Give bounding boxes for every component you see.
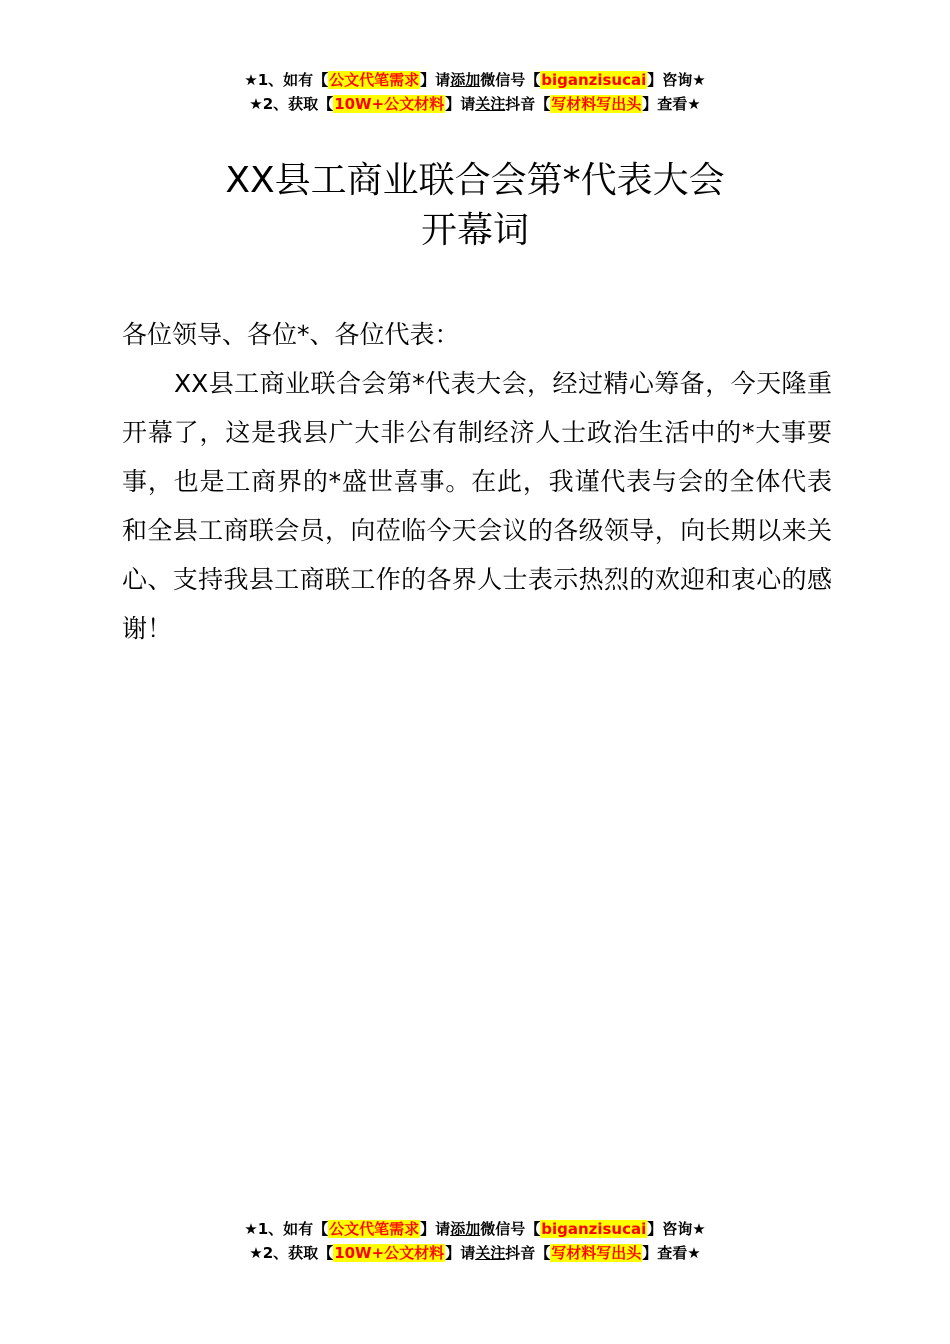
banner-underlined-text: 添加	[450, 1220, 481, 1238]
banner-underlined-text: 添加	[450, 71, 481, 89]
title-line-2: 开幕词	[420, 210, 529, 251]
banner-text: ★2、获取【	[249, 1244, 334, 1262]
banner-line-2	[0, 1241, 950, 1265]
banner-text: ★2、获取【	[249, 95, 334, 113]
banner-text: 】咨询★	[647, 71, 706, 89]
document-body	[122, 310, 832, 653]
banner-highlight: 公文代笔需求	[329, 1220, 420, 1238]
banner-wechat-id: biganzisucai	[541, 1220, 647, 1238]
banner-wechat-id: biganzisucai	[541, 71, 647, 89]
banner-text: ★1、如有【	[244, 1220, 329, 1238]
salutation: 各位领导、各位*、各位代表：	[122, 320, 460, 349]
banner-underlined-text: 关注	[475, 1244, 506, 1262]
footer-banner	[0, 1217, 950, 1265]
banner-douyin-id: 写材料写出头	[551, 95, 642, 113]
banner-text: 抖音【	[505, 95, 551, 113]
document-title	[0, 156, 950, 256]
title-line-1: XX县工商业联合会第*代表大会	[225, 160, 725, 201]
banner-text: 】查看★	[642, 95, 701, 113]
banner-line-1	[0, 68, 950, 92]
body-paragraph: XX县工商业联合会第*代表大会，经过精心筹备，今天隆重开幕了，这是我县广大非公有制经济人士政治生活中的*大事要事，也是工商界的*盛世喜事。在此，我谨代表与会的全体代表和全县工商联会员，向莅临今天会议的各级领导，向长期以来关心、支持我县工商联工作的各界人士表示热烈的欢迎和衷心的感谢！	[122, 369, 832, 643]
banner-text: 】请	[445, 95, 476, 113]
banner-text: 抖音【	[505, 1244, 551, 1262]
banner-line-1	[0, 1217, 950, 1241]
banner-text: 微信号【	[480, 71, 541, 89]
banner-text: 】查看★	[642, 1244, 701, 1262]
banner-line-2	[0, 92, 950, 116]
banner-text: 】咨询★	[647, 1220, 706, 1238]
banner-text: 】请	[420, 71, 451, 89]
banner-text: 微信号【	[480, 1220, 541, 1238]
banner-underlined-text: 关注	[475, 95, 506, 113]
banner-highlight: 公文代笔需求	[329, 71, 420, 89]
header-banner	[0, 68, 950, 116]
banner-highlight: 10W+公文材料	[334, 1244, 445, 1262]
banner-text: ★1、如有【	[244, 71, 329, 89]
banner-text: 】请	[445, 1244, 476, 1262]
banner-douyin-id: 写材料写出头	[551, 1244, 642, 1262]
banner-text: 】请	[420, 1220, 451, 1238]
banner-highlight: 10W+公文材料	[334, 95, 445, 113]
